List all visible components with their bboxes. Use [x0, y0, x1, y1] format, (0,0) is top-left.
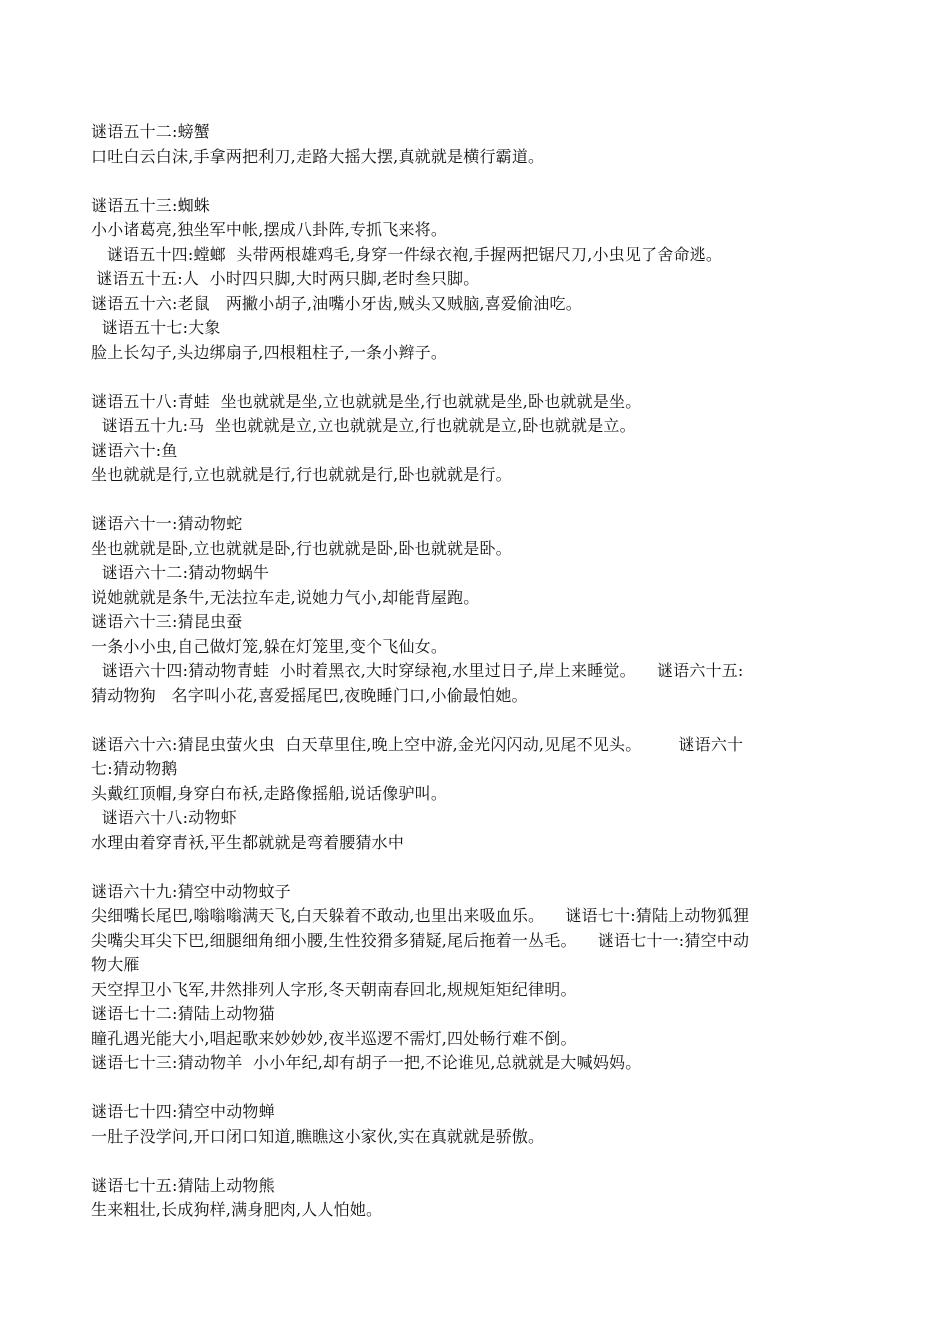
text-line: 尖嘴尖耳尖下巴,细腿细角细小腰,生性狡猾多猜疑,尾后拖着一丛毛。 谜语七十一:猜空中动: [91, 930, 750, 950]
text-line: 谜语六十一:猜动物蛇: [91, 514, 243, 533]
text-line: 谜语六十二:猜动物蜗牛: [91, 563, 270, 582]
blank-line: [91, 855, 881, 880]
text-line: 坐也就就是卧,立也就就是卧,行也就就是卧,卧也就就是卧。: [91, 538, 512, 558]
text-line: 一肚子没学问,开口闭口知道,瞧瞧这小家伙,实在真就就是骄傲。: [91, 1126, 545, 1146]
text-line: 七:猜动物鹅: [91, 759, 178, 778]
text-line: 谜语六十九:猜空中动物蚊子: [91, 881, 291, 901]
text-line: 谜语五十八:青蛙 坐也就就是坐,立也就就是坐,行也就就是坐,卧也就就是坐。: [91, 391, 642, 411]
text-line: 谜语七十四:猜空中动物蝉: [91, 1102, 275, 1121]
text-line: 生来粗壮,长成狗样,满身肥肉,人人怕她。: [91, 1200, 383, 1219]
text-line: 头戴红顶帽,身穿白布袄,走路像摇船,说话像驴叫。: [91, 783, 448, 803]
text-line: 谜语五十七:大象: [91, 318, 221, 337]
text-line: 天空捍卫小飞军,井然排列人字形,冬天朝南春回北,规规矩矩纪律明。: [91, 979, 577, 999]
text-line: 猜动物狗 名字叫小花,喜爱摇尾巴,夜晚睡门口,小偷最怕她。: [91, 685, 528, 705]
blank-line: [91, 708, 881, 733]
text-line: 坐也就就是行,立也就就是行,行也就就是行,卧也就就是行。: [91, 465, 512, 484]
text-line: 尖细嘴长尾巴,嗡嗡嗡满天飞,白天躲着不敢动,也里出来吸血乐。 谜语七十:猜陆上动物狐狸: [91, 906, 750, 925]
text-line: 谜语七十二:猜陆上动物猫: [91, 1004, 275, 1023]
text-line: 说她就就是条牛,无法拉车走,说她力气小,却能背屋跑。: [91, 587, 480, 607]
text-line: 谜语六十四:猜动物青蛙 小时着黑衣,大时穿绿袍,水里过日子,岸上来睡觉。 谜语六十五:: [91, 661, 744, 680]
text-line: 水理由着穿青袄,平生都就就是弯着腰猜水中: [91, 832, 405, 852]
text-line: 脸上长勾子,头边绑扇子,四根粗柱子,一条小辫子。: [91, 342, 448, 362]
blank-line: [91, 488, 881, 513]
text-line: 谜语六十三:猜昆虫蚕: [91, 612, 243, 631]
blank-line: [91, 1149, 881, 1174]
text-line: 口吐白云白沫,手拿两把利刀,走路大摇大摆,真就就是横行霸道。: [91, 146, 545, 166]
text-line: 谜语六十六:猜昆虫萤火虫 白天草里住,晚上空中游,金光闪闪动,见尾不见头。 谜语六十: [91, 734, 744, 754]
blank-line: [91, 365, 881, 390]
text-line: 谜语五十六:老鼠 两撇小胡子,油嘴小牙齿,贼头又贼脑,喜爱偷油吃。: [91, 293, 582, 313]
text-line: 小小诸葛亮,独坐军中帐,摆成八卦阵,专抓飞来将。: [91, 220, 448, 239]
text-line: 瞳孔遇光能大小,唱起歌来妙妙妙,夜半巡逻不需灯,四处畅行难不倒。: [91, 1028, 577, 1048]
text-line: 物大雁: [91, 955, 140, 974]
text-line: 谜语五十二:螃蟹: [91, 122, 210, 141]
blank-line: [91, 169, 881, 194]
text-line: 谜语七十三:猜动物羊 小小年纪,却有胡子一把,不论谁见,总就就是大喊妈妈。: [91, 1053, 642, 1072]
blank-line: [91, 1076, 881, 1101]
text-line: 谜语五十九:马 坐也就就是立,立也就就是立,行也就就是立,卧也就就是立。: [91, 416, 636, 435]
text-line: 谜语六十八:动物虾: [91, 808, 237, 827]
text-line: 谜语五十四:螳螂 头带两根雄鸡毛,身穿一件绿衣袍,手握两把锯尺刀,小虫见了舍命逃。: [91, 244, 723, 264]
text-line: 一条小小虫,自己做灯笼,躲在灯笼里,变个飞仙女。: [91, 636, 448, 656]
document-body: [91, 120, 881, 1223]
text-line: 谜语七十五:猜陆上动物熊: [91, 1175, 275, 1195]
text-line: 谜语五十五:人 小时四只脚,大时两只脚,老时叁只脚。: [91, 269, 480, 288]
text-line: 谜语五十三:蜘蛛: [91, 195, 210, 215]
text-line: 谜语六十:鱼: [91, 440, 178, 460]
